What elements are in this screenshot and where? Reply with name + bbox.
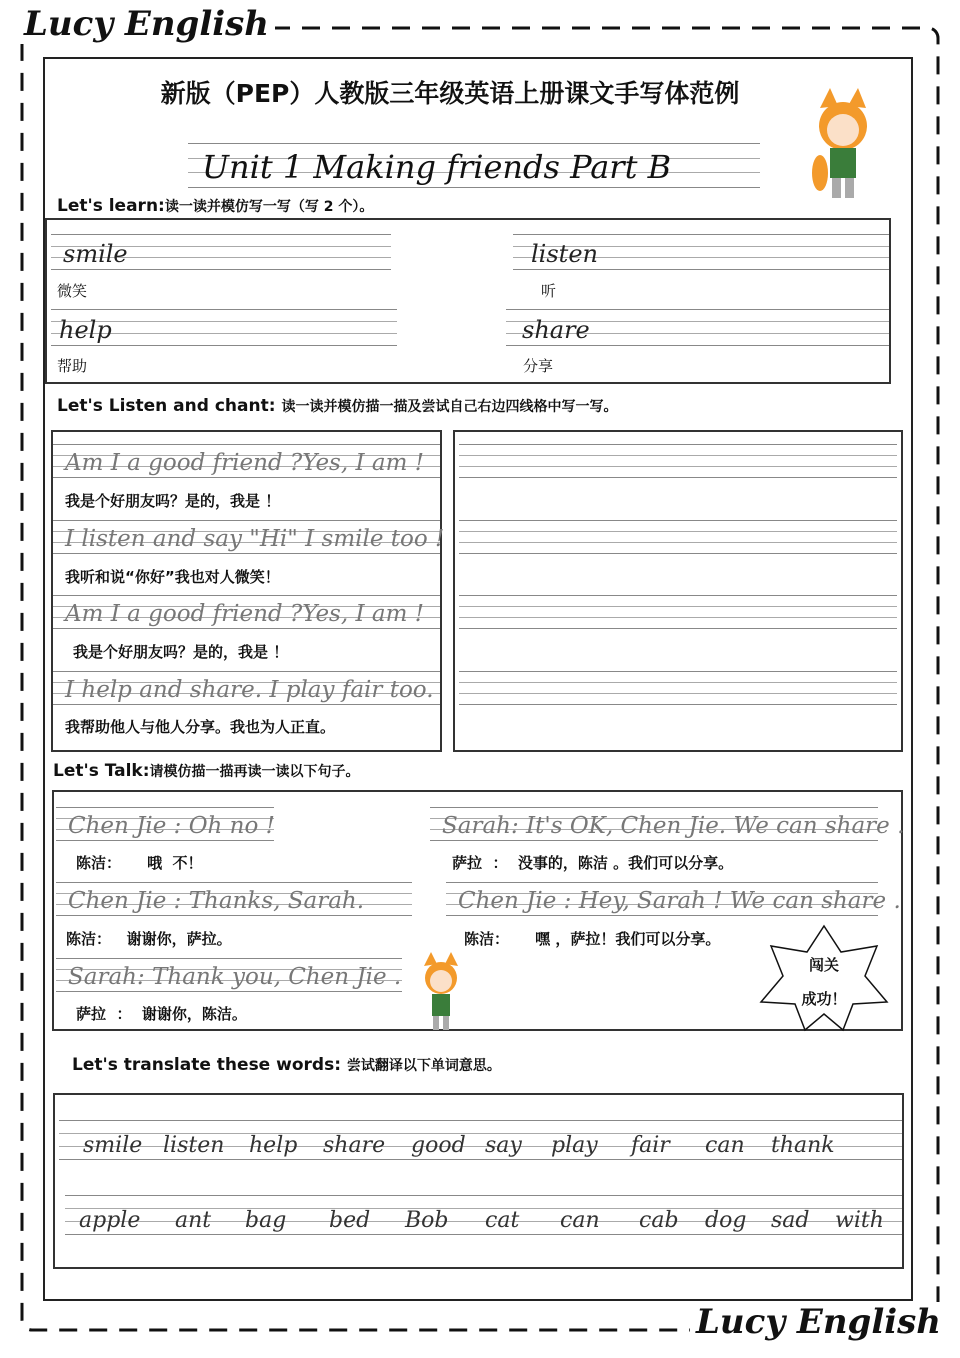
learn-staff-smile: [51, 234, 391, 270]
learn-meaning: 微笑: [57, 282, 88, 300]
translate-word: ant: [175, 1208, 212, 1233]
translate-word: sad: [771, 1208, 810, 1233]
brand-logo-top: Lucy English: [18, 4, 275, 44]
chant-staff: [53, 520, 445, 554]
badge-line: 成功！: [801, 990, 847, 1008]
translate-word: apple: [79, 1208, 141, 1233]
talk-staff: [430, 807, 905, 841]
talk-line-zh: 陈洁： 哦 不！: [76, 854, 203, 872]
talk-staff: [446, 882, 901, 916]
translate-word: bed: [329, 1208, 371, 1233]
learn-word: smile: [63, 240, 128, 268]
practice-staff[interactable]: [459, 595, 897, 629]
chant-line-zh: 我是个好朋友吗？是的，我是 ！: [73, 643, 289, 661]
translate-word: smile: [83, 1133, 143, 1158]
chant-line-zh: 我帮助他人与他人分享。我也为人正直。: [65, 718, 336, 736]
translate-word: listen: [163, 1133, 225, 1158]
translate-word: play: [551, 1133, 598, 1158]
chant-model-box: [51, 430, 445, 752]
talk-line-en: Chen Jie : Oh no !: [68, 813, 275, 839]
practice-staff[interactable]: [459, 671, 897, 705]
learn-box: [45, 218, 891, 384]
translate-word: say: [485, 1133, 522, 1158]
learn-word: share: [522, 316, 590, 344]
chant-staff: [53, 671, 440, 705]
chant-staff: [53, 595, 440, 629]
page-title: 新版（PEP）人教版三年级英语上册课文手写体范例: [160, 79, 740, 108]
talk-staff: [56, 807, 274, 841]
talk-staff: [56, 882, 412, 916]
translate-heading: Let's translate these words: 尝试翻译以下单词意思。: [72, 1055, 501, 1075]
learn-word: listen: [531, 240, 598, 268]
learn-staff-share: [506, 309, 889, 346]
unit-title-staff: [188, 143, 760, 188]
practice-staff[interactable]: [459, 520, 897, 554]
brand-logo-bottom: Lucy English: [690, 1302, 947, 1342]
translate-word: can: [705, 1133, 745, 1158]
chant-staff: [53, 444, 440, 478]
chant-line-zh: 我是个好朋友吗？是的，我是 ！: [65, 492, 281, 510]
talk-line-zh: 萨拉 ： 没事的，陈洁 。我们可以分享。: [452, 854, 734, 872]
translate-word: good: [411, 1133, 466, 1158]
talk-heading: Let's Talk:请模仿描一描再读一读以下句子。: [53, 761, 360, 781]
translate-word: thank: [771, 1133, 835, 1158]
translate-box: [53, 1093, 904, 1269]
learn-meaning: 帮助: [57, 357, 88, 375]
learn-heading: Let's learn:读一读并模仿写一写（写 2 个）。: [57, 196, 374, 216]
chant-line-en: Am I a good friend ?Yes, I am !: [65, 450, 424, 476]
badge-line: 闯关: [808, 956, 839, 974]
talk-line-en: Sarah: Thank you, Chen Jie .: [68, 964, 402, 990]
translate-staff-row2: [65, 1195, 902, 1235]
translate-word: with: [835, 1208, 884, 1233]
fox-mascot-image: [808, 88, 878, 203]
translate-word: cab: [639, 1208, 679, 1233]
talk-line-en: Chen Jie : Hey, Sarah ! We can share .: [458, 888, 901, 914]
chant-heading: Let's Listen and chant: 读一读并模仿描一描及尝试自己右边四线格中写一写。: [57, 396, 618, 416]
learn-staff-listen: [513, 234, 889, 270]
unit-title: Unit 1 Making friends Part B: [202, 148, 672, 186]
talk-line-zh: 陈洁： 嘿 ，萨拉！我们可以分享。: [464, 930, 721, 948]
fox-mascot-small-image: [416, 952, 466, 1032]
learn-staff-help: [51, 309, 397, 346]
success-badge: [759, 924, 889, 1032]
learn-word: help: [59, 316, 112, 344]
chant-line-en: I help and share. I play fair too.: [65, 677, 434, 703]
talk-line-en: Chen Jie : Thanks, Sarah.: [68, 888, 365, 914]
learn-meaning: 听: [541, 282, 557, 300]
translate-word: can: [560, 1208, 600, 1233]
practice-staff[interactable]: [459, 444, 897, 478]
translate-word: cat: [485, 1208, 520, 1233]
chant-line-zh: 我听和说“你好”我也对人微笑！: [65, 568, 280, 586]
talk-staff: [56, 958, 402, 992]
translate-word: share: [323, 1133, 386, 1158]
translate-word: Bob: [405, 1208, 449, 1233]
talk-line-zh: 陈洁： 谢谢你，萨拉。: [66, 930, 232, 948]
chant-line-en: Am I a good friend ?Yes, I am !: [65, 601, 424, 627]
chant-practice-box[interactable]: [453, 430, 903, 752]
chant-line-en: I listen and say "Hi" I smile too !: [65, 526, 445, 552]
translate-word: fair: [631, 1133, 670, 1158]
talk-box: [52, 790, 903, 1031]
translate-staff-row1: [59, 1120, 902, 1160]
translate-word: bag: [245, 1208, 287, 1233]
talk-line-zh: 萨拉 ： 谢谢你，陈洁。: [76, 1005, 247, 1023]
talk-line-en: Sarah: It's OK, Chen Jie. We can share .: [442, 813, 905, 839]
learn-meaning: 分享: [523, 357, 554, 375]
translate-word: help: [249, 1133, 298, 1158]
translate-word: dog: [705, 1208, 747, 1233]
